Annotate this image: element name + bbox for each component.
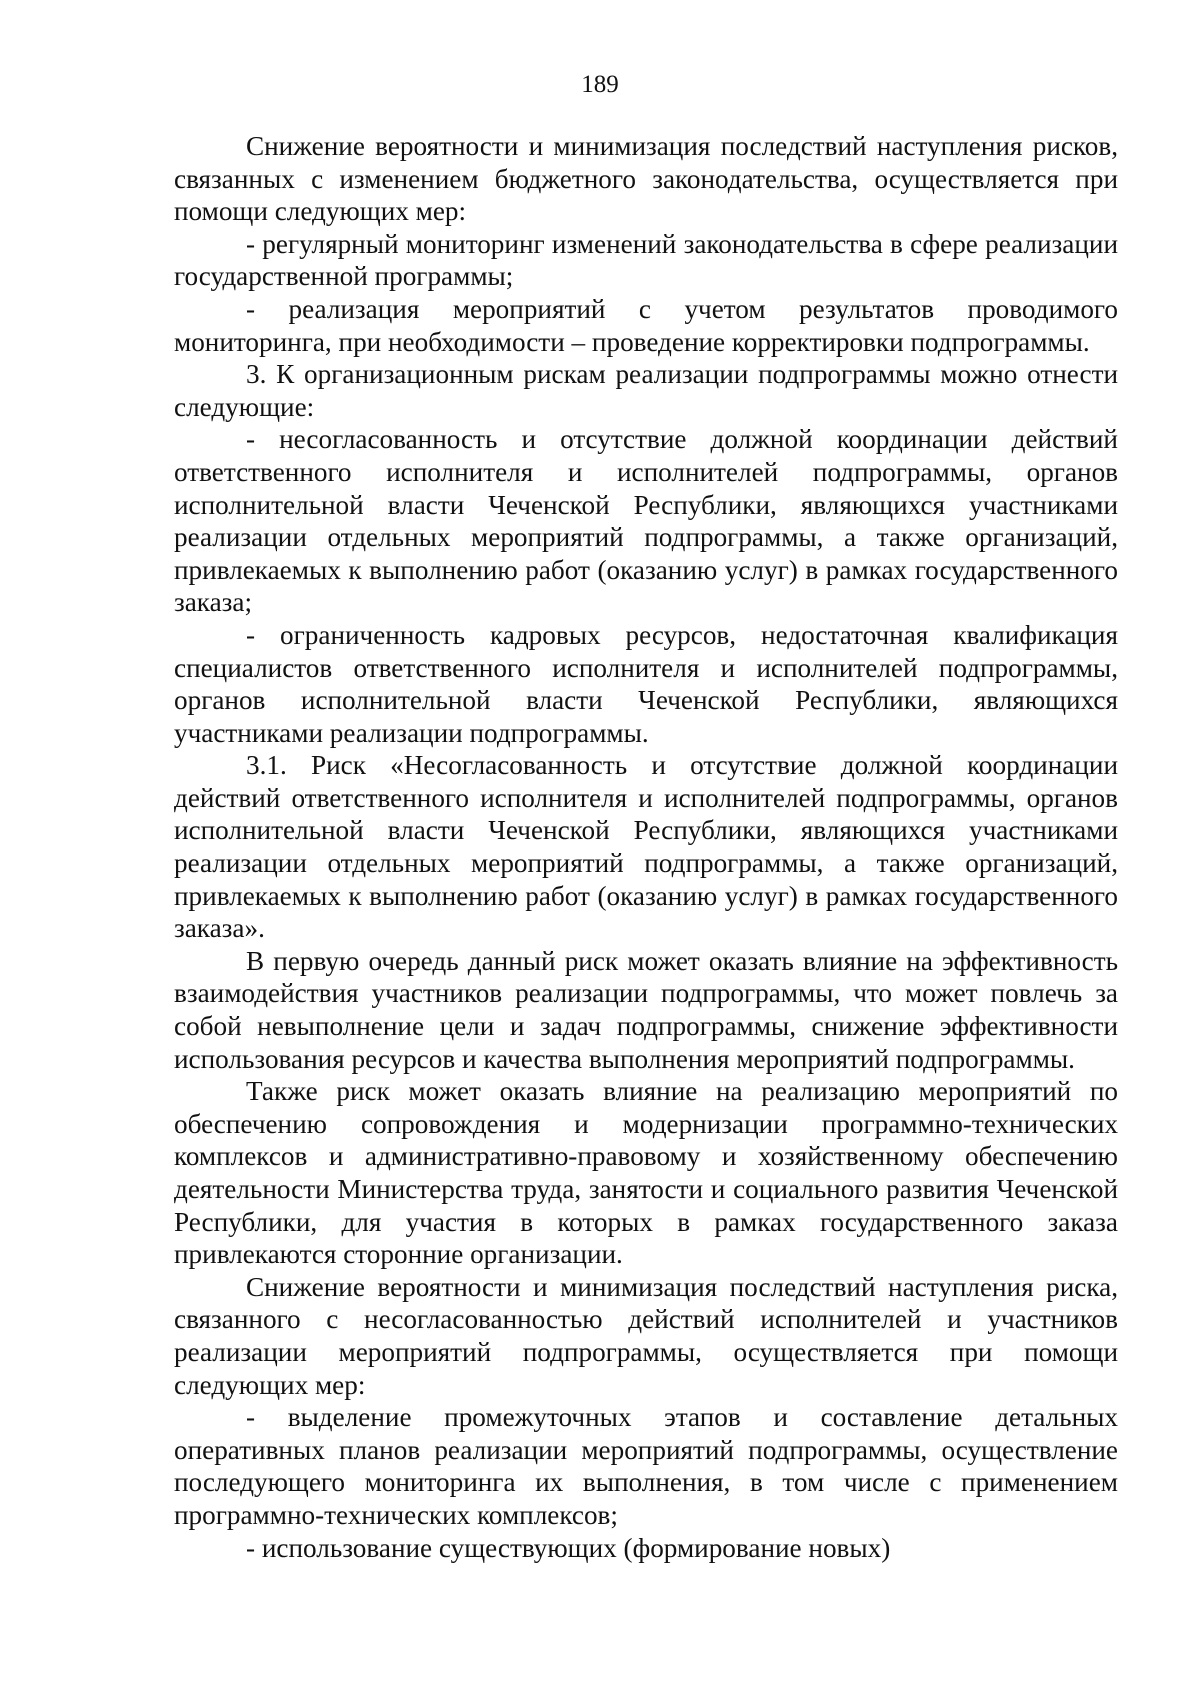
- paragraph: В первую очередь данный риск может оказать влияние на эффективность взаимодействия участников реализации подпрограммы, что может повлечь за собой невыполнение цели и задач подпрограммы, снижение эффективности использования ресурсов и качества выполнения мероприятий подпрограммы.: [174, 945, 1118, 1074]
- page-number: 189: [581, 71, 619, 98]
- paragraph: 3.1. Риск «Несогласованность и отсутствие должной координации действий ответственного исполнителя и исполнителей подпрограммы, органов исполнительной власти Чеченской Республики, являющихся участниками реализации отдельных мероприятий подпрограммы, а также организаций, привлекаемых к выполнению работ (оказанию услуг) в рамках государственного заказа».: [174, 750, 1118, 944]
- list-item: - регулярный мониторинг изменений законодательства в сфере реализации государственной программы;: [174, 228, 1118, 292]
- document-body: [174, 130, 1118, 1564]
- list-item: - реализация мероприятий с учетом результатов проводимого мониторинга, при необходимости – проведение корректировки подпрограммы.: [174, 293, 1118, 357]
- list-item: - ограниченность кадровых ресурсов, недостаточная квалификация специалистов ответственного исполнителя и исполнителей подпрограммы, органов исполнительной власти Чеченской Республики, являющихся участниками реализации подпрограммы.: [174, 619, 1118, 748]
- list-item: - выделение промежуточных этапов и составление детальных оперативных планов реализации мероприятий подпрограммы, осуществление последующего мониторинга их выполнения, в том числе с применением программно-технических комплексов;: [174, 1402, 1118, 1530]
- paragraph: Снижение вероятности и минимизация последствий наступления риска, связанного с несогласованностью действий исполнителей и участников реализации мероприятий подпрограммы, осуществляется при помощи следующих мер:: [174, 1271, 1118, 1400]
- paragraph: 3. К организационным рискам реализации подпрограммы можно отнести следующие:: [174, 359, 1118, 422]
- paragraph: Снижение вероятности и минимизация последствий наступления рисков, связанных с изменением бюджетного законодательства, осуществляется при помощи следующих мер:: [174, 131, 1118, 227]
- list-item: - несогласованность и отсутствие должной координации действий ответственного исполнителя и исполнителей подпрограммы, органов исполнительной власти Чеченской Республики, являющихся участниками реализации отдельных мероприятий подпрограммы, а также организаций, привлекаемых к выполнению работ (оказанию услуг) в рамках государственного заказа;: [174, 424, 1118, 618]
- paragraph: Также риск может оказать влияние на реализацию мероприятий по обеспечению сопровождения и модернизации программно-технических комплексов и административно-правовому и хозяйственному обеспечению деятельности Министерства труда, занятости и социального развития Чеченской Республики, для участия в которых в рамках государственного заказа привлекаются сторонние организации.: [174, 1076, 1118, 1270]
- list-item: - использование существующих (формирование новых): [246, 1532, 891, 1563]
